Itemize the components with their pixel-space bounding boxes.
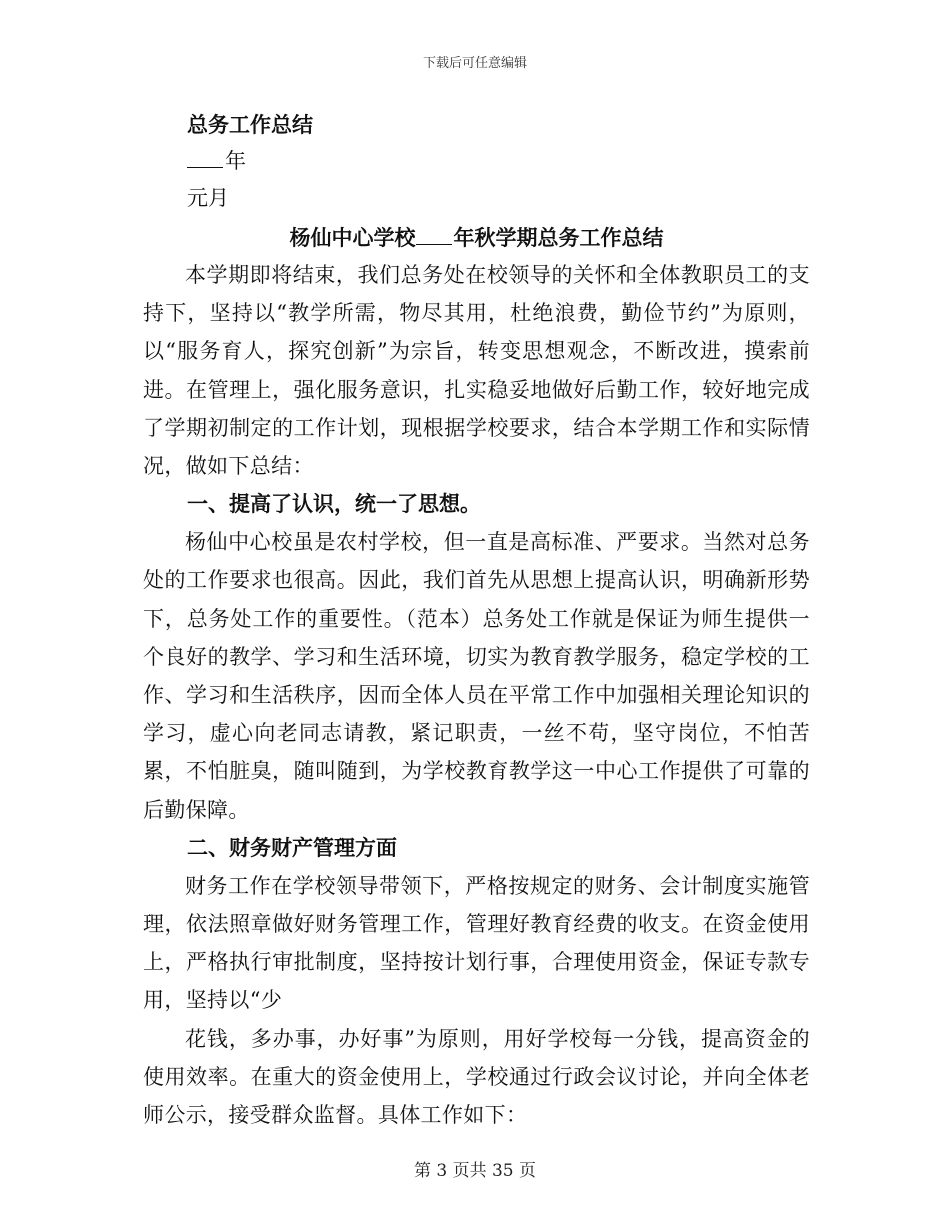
section1-heading: 一、提高了认识，统一了思想。 — [187, 491, 481, 517]
year-blank — [187, 149, 223, 168]
intro-paragraph: 本学期即将结束，我们总务处在校领导的关怀和全体教职员工的支持下，坚持以“教学所需，物尽其用，杜绝浪费，勤俭节约”为原则，以“服务育人，探究创新”为宗旨，转变思想观念，不断改进，摸索前进。在管理上，强化服务意识，扎实稳妥地做好后勤工作，较好地完成了学期初制定的工作计划，现根据学校要求，结合本学期工作和实际情况，做如下总结： — [143, 263, 810, 479]
section2-heading: 二、财务财产管理方面 — [187, 834, 397, 860]
title-year-blank — [416, 226, 452, 245]
page-header: 下载后可任意编辑 — [422, 56, 527, 71]
document-body — [143, 106, 810, 1134]
section2-paragraph-b: 花钱，多办事，办好事”为原则，用好学校每一分钱，提高资金的使用效率。在重大的资金使用上，学校通过行政会议讨论，并向全体老师公示，接受群众监督。具体工作如下： — [143, 1026, 810, 1128]
title-suffix: 年秋学期总务工作总结 — [453, 225, 664, 250]
section2-paragraph-a: 财务工作在学校领导带领下，严格按规定的财务、会计制度实施管理，依法照章做好财务管理工作，管理好教育经费的收支。在资金使用上，严格执行审批制度，坚持按计划行事，合理使用资金，保证专款专用，坚持以“少 — [143, 873, 810, 1013]
cover-month: 元月 — [187, 186, 229, 210]
title-prefix: 杨仙中心学校 — [289, 225, 416, 250]
cover-title: 总务工作总结 — [187, 112, 313, 137]
section1-paragraph: 杨仙中心校虽是农村学校，但一直是高标准、严要求。当然对总务处的工作要求也很高。因此，我们首先从思想上提高认识，明确新形势下，总务处工作的重要性。（范本）总务处工作就是保证为师生提供一个良好的教学、学习和生活环境，切实为教育教学服务，稳定学校的工作、学习和生活秩序，因而全体人员在平常工作中加强相关理论知识的学习，虚心向老同志请教，紧记职责，一丝不苟，坚守岗位，不怕苦累，不怕脏臭，随叫随到，为学校教育教学这一中心工作提供了可靠的后勤保障。 — [143, 530, 810, 822]
cover-year — [143, 143, 810, 180]
year-suffix: 年 — [225, 149, 246, 173]
document-title — [143, 219, 810, 256]
page-footer: 第 3 页共 35 页 — [413, 1161, 537, 1181]
